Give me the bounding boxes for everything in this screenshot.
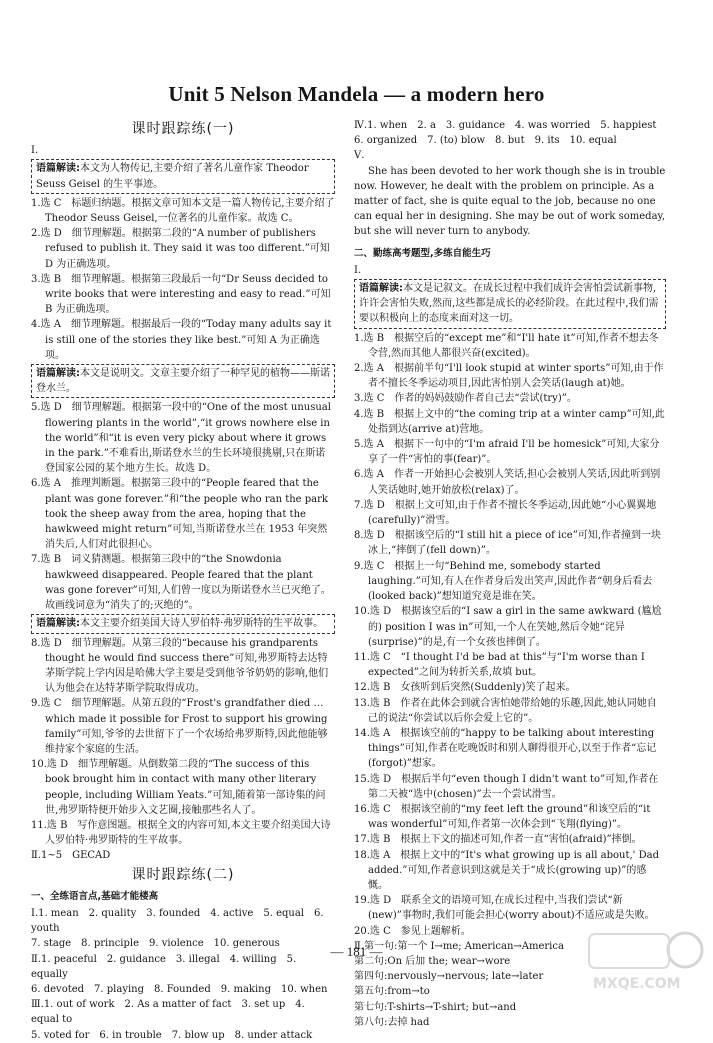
roman-5: Ⅴ. xyxy=(354,150,365,162)
answer-item: 14.选 A 根据该空前的“happy to be talking about interesting things”可知,作者在吃晚饭时和别人聊得很开心,以至于作者“忘记(forgot)”想家。 xyxy=(354,727,657,770)
vocab-line: Ⅲ.1. out of work 2. As a matter of fact 3. set up 4. equal to xyxy=(31,999,305,1026)
error-correction-line: Ⅱ.第一句:第一个 I→me; American→America xyxy=(354,940,564,952)
answer-item: 2.选 D 细节理解题。根据第二段的“A number of publishers refused to publish it. They said it was too different.”可知 D 为正确选项。 xyxy=(31,228,330,270)
answer-item: 18.选 A 根据上文中的“It's what growing up is all about,' Dad added.”可知,作者意识到这就是关于“成长(growing up)”的感慨。 xyxy=(354,849,659,891)
passage-summary-box xyxy=(354,279,666,329)
error-correction-line: 第四句:nervously→nervous; late→later xyxy=(354,971,544,983)
summary-label: 语篇解读: xyxy=(36,618,80,630)
svg-text:MXQE.COM: MXQE.COM xyxy=(593,976,681,992)
answer-item: 12.选 B 女孩听到后突然(Suddenly)笑了起来。 xyxy=(354,682,576,694)
roman-1: Ⅰ. xyxy=(31,145,39,157)
subsection-heading: 二、勤练高考题型,多练自能生巧 xyxy=(354,247,491,259)
answer-item: 6.选 A 作者一开始担心会被别人笑话,担心会被别人笑话,因此听到别人笑话她时,她开始放松(relax)了。 xyxy=(354,469,661,496)
error-correction-line: 第八句:去掉 had xyxy=(354,1016,430,1028)
vocab-line: Ⅳ.1. when 2. a 3. guidance 4. was worried 5. happiest xyxy=(354,120,657,131)
answer-item: 8.选 D 根据该空后的“I still hit a piece of ice”可知,作者撞到一块冰上,“摔倒了(fell down)”。 xyxy=(354,530,662,557)
summary-text: 本文是说明文。文章主要介绍了一种罕见的植物——斯诺登水兰。 xyxy=(36,368,330,395)
roman-2-answers: Ⅱ.1~5 GECAD xyxy=(31,850,111,862)
answer-item: 17.选 B 根据上下文的描述可知,作者一直“害怕(afraid)”摔倒。 xyxy=(354,834,642,846)
answer-item: 10.选 D 细节理解题。从倒数第二段的“The success of this book brought him in contact with many other literary people, including William Yeats.”可知,随着第一部诗集的问世,弗罗斯特便开始步入文艺圈,接触那些名人了。 xyxy=(31,759,326,816)
answer-item: 4.选 B 根据上文中的“the coming trip at a winter camp”可知,此处指到达(arrive at)营地。 xyxy=(354,408,665,435)
answer-item: 5.选 A 根据下一句中的“I'm afraid I'll be homesick”可知,大家分享了一件“害怕的事(fear)”。 xyxy=(354,439,660,466)
right-column xyxy=(354,118,666,1030)
answer-item: 16.选 C 根据该空前的“my feet left the ground”和该空后的“it was wonderful”可知,作者第一次体会到“飞翔(flying)”。 xyxy=(354,803,651,831)
answer-item: 15.选 D 根据后半句“even though I didn't want to”可知,作者在第二天被“选中(chosen)”去一个尝试滑雪。 xyxy=(354,773,659,800)
answer-item: 3.选 B 细节理解题。根据第三段最后一句“Dr Seuss decided to write books that were interesting and easy to read.”可知 B 为正确选项。 xyxy=(31,273,331,316)
answer-item: 13.选 B 作者在此体会到就合害怕她带给她的乐趣,因此,她认同她自己的说法“你尝试以后你会爱上它的”。 xyxy=(354,697,657,724)
error-correction-line: 第七句:T-shirts→T-shirt; but→and xyxy=(354,1001,517,1013)
answer-item: 7.选 D 根据上文可知,由于作者不擅长冬季运动,因此她“小心翼翼地(carefully)”滑雪。 xyxy=(354,499,657,527)
roman-1: Ⅰ. xyxy=(354,264,362,276)
answer-item: 8.选 D 细节理解题。从第三段的“because his grandparents thought he would find success there”可知,弗罗斯特去达特茅斯学院上学内因是哈佛大学主要是受到他爷爷奶奶的影响,他们认为他会在达特茅斯学院取得成功。 xyxy=(31,637,329,695)
summary-label: 语篇解读: xyxy=(36,368,80,380)
answer-item: 11.选 C “I thought I'd be bad at this”与“I'm worse than I expected”之间为转折关系,故填 but。 xyxy=(354,651,645,679)
summary-text: 本文是记叙文。在成长过程中我们成许会害怕尝试新事物,许许会害怕失败,然而,这些都是成长的必经阶段。在此过程中,我们需要以积极向上的态度来面对这一切。 xyxy=(359,283,659,325)
summary-label: 语篇解读: xyxy=(359,283,403,295)
answer-item: 9.选 C 根据上一句“Behind me, somebody started laughing.”可知,有人在作者身后发出笑声,因此作者“朝身后看去(looked back)”想知道究竟是谁在笑。 xyxy=(354,560,653,603)
answer-item: 7.选 B 词义猜测题。根据第三段中的“the Snowdonia hawkweed disappeared. People feared that the plant was gone forever”可知,人们曾一度以为斯诺登水兰已灭绝了。故画线词意为“消失了的;灭绝的”。 xyxy=(31,554,331,612)
passage-summary-box xyxy=(31,614,335,633)
summary-label: 语篇解读: xyxy=(36,163,80,175)
vocab-line: Ⅰ.1. mean 2. quality 3. founded 4. active 5. equal 6. youth xyxy=(31,907,324,935)
vocab-line: 6. devoted 7. playing 8. Founded 9. making 10. when xyxy=(31,983,328,995)
error-correction-line: 第二句:On 后加 the; wear→wore xyxy=(354,955,511,967)
answer-item: 2.选 A 根据前半句“I'll look stupid at winter sports”可知,由于作者不擅长冬季运动项目,因此害怕别人会笑话(laugh at)她。 xyxy=(354,363,664,390)
answer-item: 5.选 D 细节理解题。根据第一段中的“One of the most unusual flowering plants in the world”,“it grows nowhere else in the world”和“it is even very picky about where it grows in the park.”不难看出,斯诺登水兰的生长环境很挑剔,只在斯诺登国家公园的某个地方生长。故选 D。 xyxy=(31,402,331,475)
section-heading-1: 课时跟踪练(一) xyxy=(131,121,235,137)
answer-item: 4.选 A 细节理解题。根据最后一段的“Today many adults say it is still one of the stories they like best.”可知 A 为正确选项。 xyxy=(31,319,332,361)
watermark-logo-icon xyxy=(585,928,705,994)
page-number: — 181 — xyxy=(330,944,383,959)
answer-item: 1.选 C 标题归纳题。根据文章可知本文是一篇人物传记,主要介绍了 Theodor Seuss Geisel,一位著名的儿童作家。故选 C。 xyxy=(31,197,335,225)
vocab-line: Ⅱ.1. peaceful 2. guidance 3. illegal 4. willing 5. equally xyxy=(31,953,297,980)
answer-item: 9.选 C 细节理解题。从第五段的“Frost's grandfather died … which made it possible for Frost to support his growing family”可知,爷爷的去世留下了一个农场给弗罗斯特,因此他能够维持家个家庭的生活。 xyxy=(31,698,328,755)
answer-item: 6.选 A 推理判断题。根据第三段中的“People feared that the plant was gone forever.”和“the people who ran the park took the sheep away from the area, hoping that the hawkweed might return”可知,当斯诺登水兰在 1953 年突然消失后,人们对此很担心。 xyxy=(31,478,328,551)
error-correction-line: 第五句:from→to xyxy=(354,986,430,998)
answer-item: 3.选 C 作者的妈妈鼓励作者自己去“尝试(try)”。 xyxy=(354,393,577,405)
passage-summary-box xyxy=(31,159,335,193)
section-heading-2: 课时跟踪练(二) xyxy=(131,866,235,883)
summary-text: 本文主要介绍美国大诗人罗伯特·弗罗斯特的生平故事。 xyxy=(80,618,324,630)
passage-summary-box xyxy=(31,364,335,398)
subsection-heading: 一、全练语言点,基础才能楼高 xyxy=(31,890,159,902)
vocab-line: 5. voted for 6. in trouble 7. blow up 8. under attack xyxy=(31,1029,313,1041)
unit-title: Unit 5 Nelson Mandela — a modern hero xyxy=(168,82,545,106)
answer-item: 10.选 D 根据该空后的“I saw a girl in the same awkward (尴尬的) position I was in”可知,一个人在笑她,然后令她“诧异(surprise)”的是,有一个女孩也摔倒了。 xyxy=(354,606,662,648)
answer-item: 20.选 C 参见上题解析。 xyxy=(354,925,471,937)
summary-text: 本文为人物传记,主要介绍了著名儿童作家 Theodor Seuss Geisel 的生平事迹。 xyxy=(36,163,309,190)
left-column xyxy=(31,118,335,1043)
vocab-line: 7. stage 8. principle 9. violence 10. generous xyxy=(31,938,280,950)
answer-item: 1.选 B 根据空后的“except me”和“I'll hate it”可知,作者不想去冬令营,然而其他人都很兴奋(excited)。 xyxy=(354,332,659,359)
vocab-line: 6. organized 7. (to) blow 8. but 9. its 10. equal xyxy=(354,135,617,147)
answer-item: 19.选 D 联系全文的语境可知,在成长过程中,当我们尝试“新(new)”事物时,我们可能会担心(worry about)不适应或是失败。 xyxy=(354,895,655,922)
answer-item: 11.选 B 写作意图题。根据全文的内容可知,本文主要介绍美国大诗人罗伯特·弗罗斯特的生平故事。 xyxy=(31,819,331,847)
writing-paragraph: She has been devoted to her work though she is in trouble now. However, he dealt with the problem on principle. As a matter of fact, she is quite equal to the job, because no one can equal her in designing. She may be out of work someday, but she will never turn to anybody. xyxy=(354,165,666,238)
